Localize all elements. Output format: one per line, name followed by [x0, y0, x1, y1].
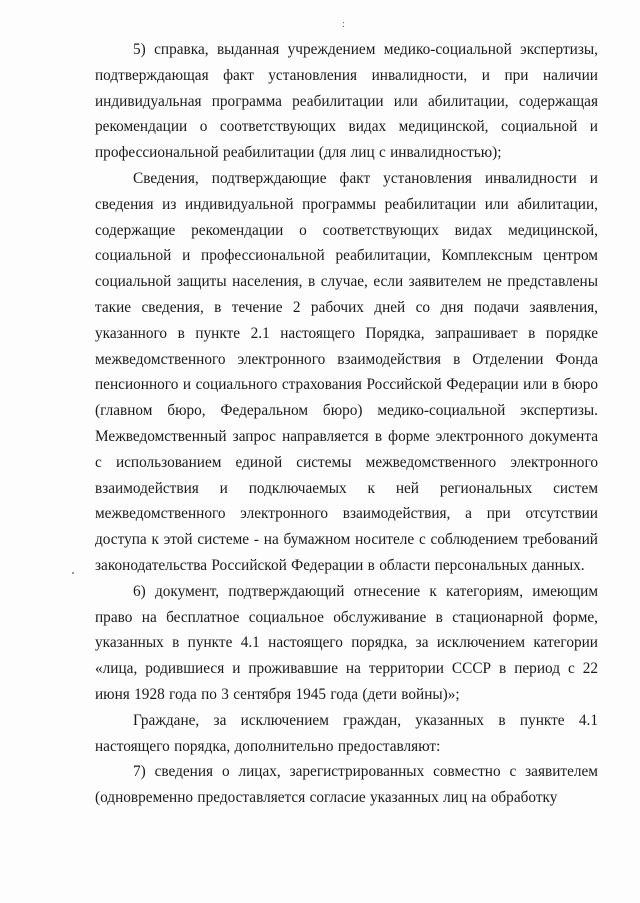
paragraph-additional: Граждане, за исключением граждан, указанных в пункте 4.1 настоящего порядка, дополнительно предоставляют: — [95, 711, 598, 755]
page-top-mark: : — [342, 19, 345, 30]
paragraph-item-6: 6) документ, подтверждающий отнесение к категориям, имеющим право на бесплатное социальное обслуживание в стационарной форме, указанных в пункте 4.1 настоящего порядка, за исключением категории «лица, родившиеся и проживавшие на территории СССР в период с 22 июня 1928 года по 3 сентября 1945 года (дети войны)»; — [95, 582, 598, 703]
paragraph-disability-info: Сведения, подтверждающие факт установления инвалидности и сведения из индивидуальной программы реабилитации или абилитации, содержащие рекомендации о соответствующих видах медицинской, социальной и профессиональной реабилитации, Комплексным центром социальной защиты населения, в случае, если заявителем не представлены такие сведения, в течение 2 рабочих дней со дня подачи заявления, указанного в пункте 2.1 настоящего Порядка, запрашивает в порядке межведомственного электронного взаимодействия в Отделении Фонда пенсионного и социального страхования Российской Федерации или в бюро (главном бюро, Федеральном бюро) медико-социальной экспертизы. Межведомственный запрос направляется в форме электронного документа с использованием единой системы межведомственного электронного взаимодействия и подключаемых к ней региональных систем межведомственного электронного взаимодействия, а при отсутствии доступа к этой системе - на бумажном носителе с соблюдением требований законодательства Российской Федерации в области персональных данных. — [95, 169, 598, 574]
margin-speck — [72, 572, 74, 574]
document-body — [95, 37, 598, 811]
paragraph-item-5: 5) справка, выданная учреждением медико-социальной экспертизы, подтверждающая факт установления инвалидности, и при наличии индивидуальная программа реабилитации или абилитации, содержащая рекомендации о соответствующих видах медицинской, социальной и профессиональной реабилитации (для лиц с инвалидностью); — [95, 41, 598, 162]
paragraph-item-7: 7) сведения о лицах, зарегистрированных совместно с заявителем (одновременно предоставляется согласие указанных лиц на обработку — [95, 763, 598, 807]
